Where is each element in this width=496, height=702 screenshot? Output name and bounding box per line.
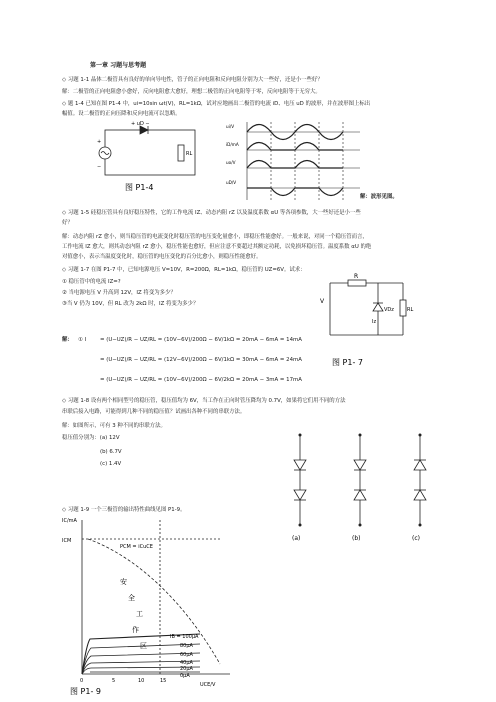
ib-label-40: 40μA: [180, 660, 193, 666]
svg-text:15: 15: [160, 678, 167, 684]
problem-1-8-answer-line3: (b) 6.7V: [100, 449, 122, 455]
problem-1-7-item2: ② 当电源电压 V 升高到 12V，IZ 将变为多少？: [62, 290, 176, 296]
problem-1-7-item1: ① 稳压管中的电流 IZ=?: [62, 279, 121, 285]
problem-1-7-eq1-lhs: ① I: [78, 337, 87, 343]
svg-text:RL: RL: [407, 307, 414, 313]
svg-text:VDz: VDz: [384, 307, 394, 313]
figure-p1-4-label: 图 P1-4: [125, 183, 154, 192]
problem-1-8-answer-line1: 解：如图所示，可有 3 种不同的串联方法。: [62, 423, 166, 429]
svg-text:PCM = iCuCE: PCM = iCuCE: [120, 544, 153, 550]
figure-p1-7-label: 图 P1- 7: [332, 358, 363, 367]
ib-label-80: 80μA: [180, 643, 193, 649]
svg-text:10: 10: [138, 678, 145, 684]
zone-char-2: 全: [128, 594, 135, 602]
svg-text:+: +: [97, 139, 102, 145]
ib-label-20: 20μA: [180, 666, 193, 672]
config-label-a: (a): [292, 535, 301, 542]
problem-1-9-question: ◇ 习题 1-9 一个三极管的输出特性曲线见图 P1-9。: [62, 507, 186, 513]
zone-char-3: 工: [136, 610, 143, 618]
svg-text:Iz: Iz: [372, 319, 377, 325]
svg-text:IC/mA: IC/mA: [62, 518, 77, 524]
svg-text:iD/mA: iD/mA: [226, 142, 239, 147]
problem-1-8-question-line1: ◇ 习题 1-8 设有两个相同型号的稳压管，稳压值均为 6V，当工作在正向时管压降均为 0.7V，如果将它们用不同的方法: [62, 398, 346, 404]
problem-1-7-eq3: = (U−UZ)/R − UZ/RL = (10V−6V)/200Ω − 6V/2kΩ = 20mA − 3mA = 17mA: [100, 377, 302, 383]
problem-1-5-answer-line2: 工作电流 IZ 愈大，则其动态内阻 rZ 愈小，稳压性能也愈好，但应注意不要超过其额定功耗，以免损坏稳压管。温度系数 αU 的绝: [62, 244, 372, 250]
svg-text:uD/V: uD/V: [226, 180, 237, 185]
figure-p1-4-waveforms: [225, 118, 365, 203]
svg-text:5: 5: [112, 678, 116, 684]
problem-1-4-question-line2: 幅值。设二极管的正向压降和反向电流可以忽略。: [62, 111, 181, 117]
config-label-b: (b): [352, 535, 361, 542]
problem-1-7-eq1: = (U−UZ)/R − UZ/RL = (10V−6V)/200Ω − 6V/1kΩ = 20mA − 6mA = 14mA: [100, 337, 302, 343]
problem-1-8-answer-line2: 稳压值分别为：(a) 12V: [62, 435, 120, 441]
svg-text:UCE/V: UCE/V: [200, 682, 216, 688]
figure-p1-9-label: 图 P1- 9: [70, 687, 101, 696]
problem-1-5-question-line1: ◇ 习题 1-5 硅稳压管具有良好稳压特性，它的工作电流 IZ、动态内阻 rZ 以及温度系数 αU 等各项参数，大一些好还是小一些: [62, 210, 361, 216]
svg-text:0: 0: [80, 678, 84, 684]
problem-1-1-answer: 解：二极管的正向电阻愈小愈好，反向电阻愈大愈好，理想二极管的正向电阻等于零，反向电阻等于无穷大。: [62, 89, 321, 95]
figure-p1-9-output-characteristics: [60, 514, 235, 699]
figure-p1-8-configs: [280, 430, 450, 545]
svg-text:+ uD −: + uD −: [131, 121, 150, 127]
svg-text:ICM: ICM: [62, 538, 72, 544]
problem-1-7-item3: ③当 V 仍为 10V，但 RL 改为 2kΩ 时，IZ 将变为多少？: [62, 301, 199, 307]
problem-1-5-answer-line3: 对值愈小，表示当温度变化时，稳压管的电压变化的百分比愈小，则稳压性能愈好。: [62, 254, 262, 260]
svg-text:ui/V: ui/V: [226, 124, 235, 129]
problem-1-1-question: ◇ 习题 1-1 晶体二极管具有良好的单向导电性，管子的正向电阻和反向电阻分别为大一些好，还是小一些好？: [62, 77, 323, 83]
problem-1-7-eq2: = (U−UZ)/R − UZ/RL = (12V−6V)/200Ω − 6V/1kΩ = 30mA − 6mA = 24mA: [100, 357, 302, 363]
svg-text:V: V: [320, 298, 325, 305]
problem-1-5-answer-line1: 解：动态内阻 rZ 愈小，则当稳压管的电流变化时稳压管的电压变化量愈小，即稳压性能愈好。一般来说，对同一个稳压管而言，: [62, 234, 368, 240]
svg-text:−: −: [97, 164, 102, 170]
figure-p1-7-circuit: [318, 273, 418, 373]
config-label-c: (c): [412, 535, 420, 542]
zone-char-4: 作: [132, 626, 139, 634]
problem-1-7-solution-label: 解：: [62, 337, 73, 343]
svg-text:uo/V: uo/V: [226, 160, 236, 165]
problem-1-4-answer: 解：波形见图。: [360, 194, 398, 200]
zone-char-1: 安: [120, 578, 127, 586]
ib-label-60: 60μA: [180, 652, 193, 658]
problem-1-8-answer-line4: (c) 1.4V: [100, 461, 122, 467]
ib-label-0: 0μA: [180, 673, 190, 679]
problem-1-5-question-line2: 好？: [62, 220, 73, 226]
svg-text:R: R: [354, 273, 359, 280]
chapter-title: 第一章 习题与思考题: [90, 62, 147, 69]
problem-1-7-question: ◇ 习题 1-7 在图 P1-7 中，已知电源电压 V=10V，R=200Ω，RL=1kΩ，稳压管的 UZ=6V。试求：: [62, 267, 306, 273]
svg-text:RL: RL: [186, 151, 193, 157]
figure-p1-4-circuit: [95, 120, 205, 200]
problem-1-4-question-line1: ◇ 题 1-4 已知在图 P1-4 中，ui=10sin ωt(V)，RL=1kΩ，试对应地画出二极管的电流 iD、电压 uD 的波形，并在波形图上标出: [62, 101, 371, 107]
problem-1-8-question-line2: 串联后接入电路，可能得到几种不同的稳压值？试画出各种不同的串联方法。: [62, 409, 246, 415]
zone-char-5: 区: [140, 642, 147, 650]
ib-label-100: IB = 100μA: [170, 634, 199, 640]
